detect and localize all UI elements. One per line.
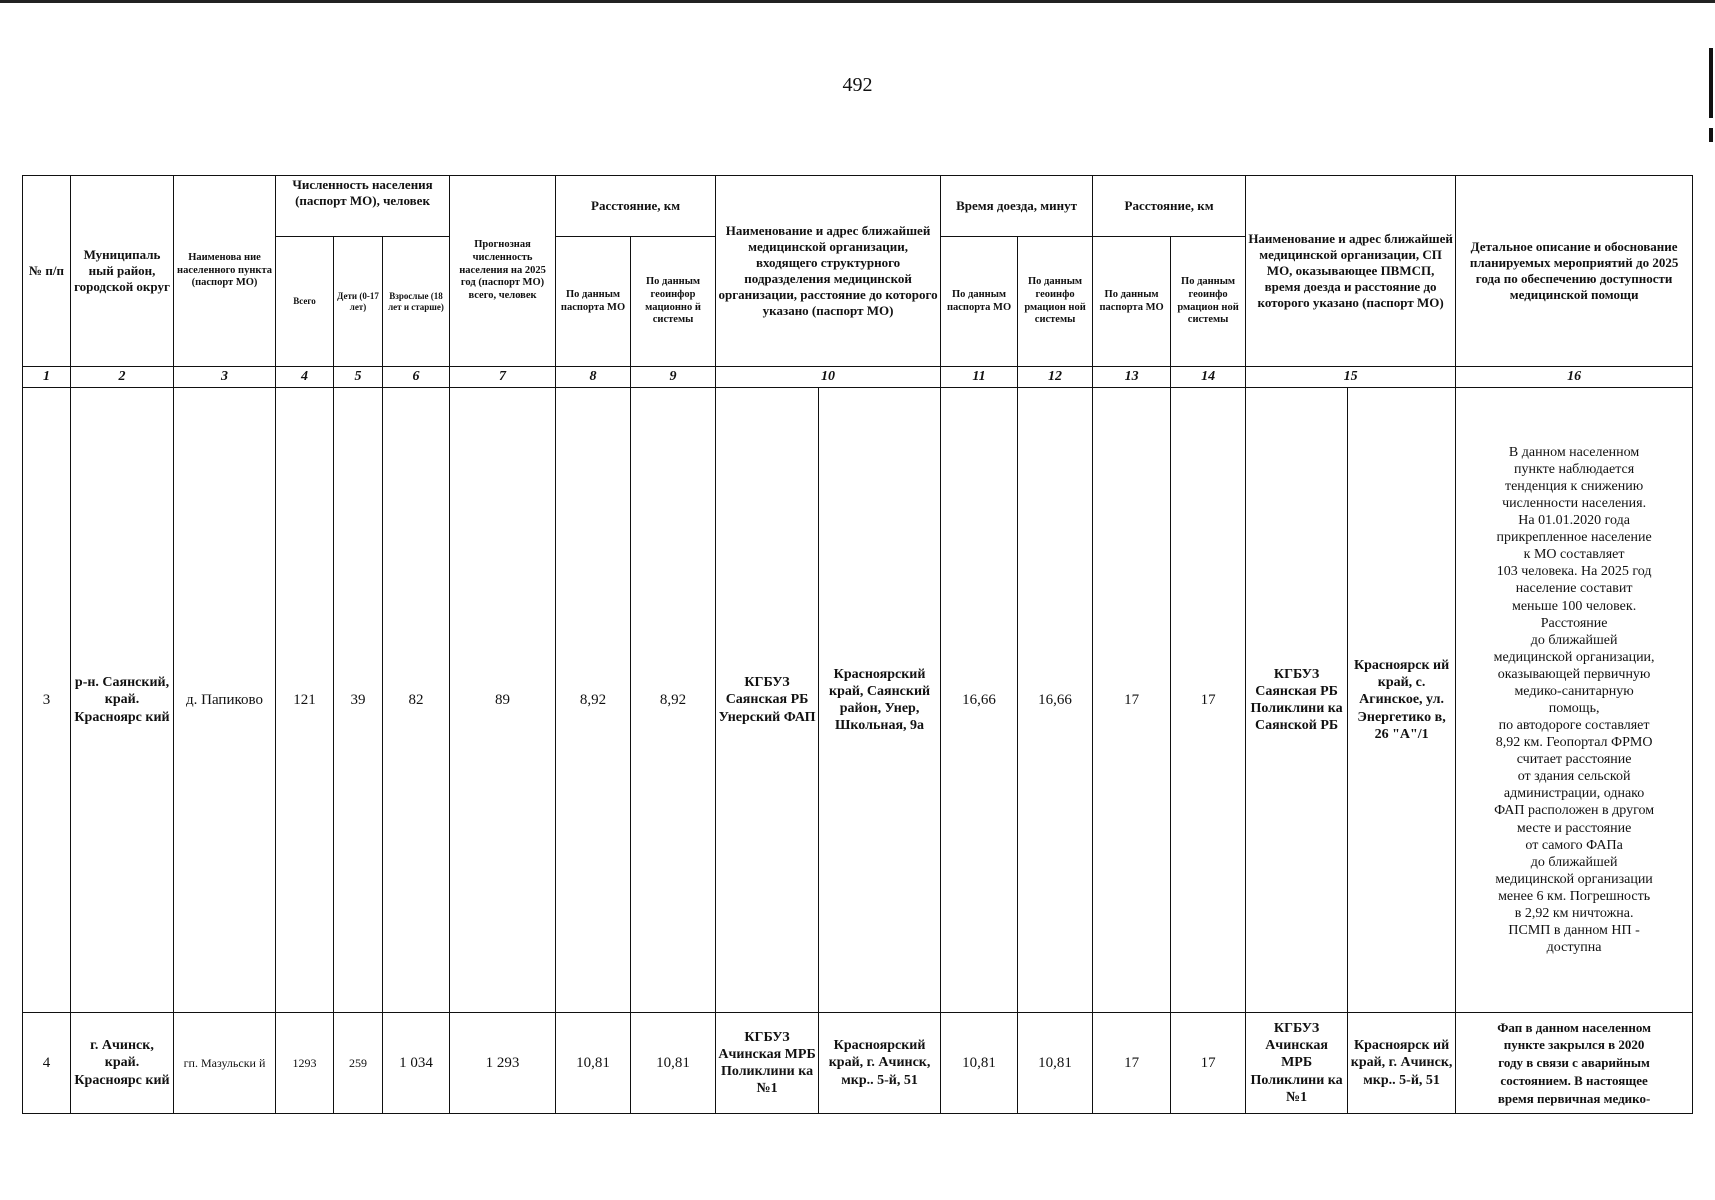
header-cell-dist-gis: По данным геоинфор мационно й системы	[631, 237, 716, 367]
description-line: 103 человека. На 2025 год	[1496, 564, 1652, 580]
header-cell-total: Всего	[276, 237, 334, 367]
description-line: ФАП расположен в другом	[1494, 803, 1655, 819]
distance-gis-cell: 8,92	[631, 388, 716, 1013]
nearest-org-address-cell: Красноярский край, Саянский район, Унер, Школьная, 9а	[819, 388, 941, 1013]
population-adults-cell: 82	[383, 388, 450, 1013]
column-number-row	[23, 367, 1693, 388]
header-cell-children: Дети (0-17 лет)	[334, 237, 383, 367]
district-cell: г. Ачинск, край. Красноярс кий	[71, 1013, 174, 1114]
header-cell-forecast: Прогнозная численность населения на 2025 год (паспорт МО) всего, человек	[450, 176, 556, 367]
description-line: в 2,92 км ничтожна.	[1514, 905, 1634, 921]
description-line: медицинской организации,	[1493, 649, 1655, 665]
distance2-gis-cell: 17	[1171, 1013, 1246, 1114]
column-number: 2	[71, 367, 174, 388]
column-number: 3	[174, 367, 276, 388]
distance-passport-cell: 10,81	[556, 1013, 631, 1114]
pvmsp-org-name-cell: КГБУЗ Саянская РБ Поликлини ка Саянской РБ	[1246, 388, 1348, 1013]
header-cell-time-passport: По данным паспорта МО	[941, 237, 1018, 367]
nearest-org-address-cell: Красноярский край, г. Ачинск, мкр.. 5-й, 51	[819, 1013, 941, 1114]
description-line: Фап в данном населенном	[1497, 1019, 1651, 1035]
description-line: администрации, однако	[1503, 786, 1645, 802]
nearest-org-name-cell: КГБУЗ Саянская РБ Унерский ФАП	[716, 388, 819, 1013]
page-top-border	[0, 0, 1715, 3]
description-line: 8,92 км. Геопортал ФРМО	[1495, 735, 1653, 751]
description-line: до ближайшей	[1530, 854, 1618, 870]
population-total-cell: 1293	[276, 1013, 334, 1114]
distance-gis-cell: 10,81	[631, 1013, 716, 1114]
row-num-cell: 3	[23, 388, 71, 1013]
description-line: доступна	[1546, 940, 1602, 956]
description-cell	[1456, 1013, 1693, 1114]
description-line: от самого ФАПа	[1525, 837, 1623, 853]
district-cell: р-н. Саянский, край. Красноярс кий	[71, 388, 174, 1013]
description-line: по автодороге составляет	[1498, 718, 1650, 734]
nearest-org-name-cell: КГБУЗ Ачинская МРБ Поликлини ка №1	[716, 1013, 819, 1114]
header-cell-nearest-org: Наименование и адрес ближайшей медицинской организации, входящего структурного подразделения медицинской организации, расстояние до которого указано (паспорт МО)	[716, 176, 941, 367]
row-num-cell: 4	[23, 1013, 71, 1114]
description-line: считает расстояние	[1516, 752, 1632, 768]
description-line: состоянием. В настоящее	[1500, 1072, 1648, 1088]
header-group-travel-time: Время доезда, минут	[941, 176, 1093, 237]
column-number: 7	[450, 367, 556, 388]
description-line: В данном населенном	[1508, 444, 1640, 460]
column-number: 5	[334, 367, 383, 388]
forecast-population-cell: 1 293	[450, 1013, 556, 1114]
column-number: 4	[276, 367, 334, 388]
description-line: население составит	[1515, 581, 1633, 597]
travel-time-gis-cell: 10,81	[1018, 1013, 1093, 1114]
description-line: медико-санитарную	[1514, 683, 1634, 699]
header-cell-time-gis: По данным геоинфо рмацион ной системы	[1018, 237, 1093, 367]
pvmsp-org-name-cell: КГБУЗ Ачинская МРБ Поликлини ка №1	[1246, 1013, 1348, 1114]
column-number: 6	[383, 367, 450, 388]
header-cell-num: № п/п	[23, 176, 71, 367]
description-line: месте и расстояние	[1516, 820, 1632, 836]
column-number: 9	[631, 367, 716, 388]
settlement-cell: д. Папиково	[174, 388, 276, 1013]
pvmsp-org-address-cell: Красноярск ий край, с. Агинское, ул. Энергетико в, 26 "А"/1	[1348, 388, 1456, 1013]
header-cell-description: Детальное описание и обоснование планируемых мероприятий до 2025 года по обеспечению доступности медицинской помощи	[1456, 176, 1693, 367]
header-cell-dist-passport: По данным паспорта МО	[556, 237, 631, 367]
description-line: году в связи с аварийным	[1498, 1055, 1650, 1071]
column-number: 15	[1246, 367, 1456, 388]
header-cell-pvmsp-org: Наименование и адрес ближайшей медицинской организации, СП МО, оказывающее ПВМСП, время доезда и расстояние до которого указано (паспорт МО)	[1246, 176, 1456, 367]
description-line: оказывающей первичную	[1497, 666, 1651, 682]
description-line: время первичная медико-	[1497, 1090, 1651, 1106]
description-line: пункте закрылся в 2020	[1503, 1037, 1645, 1053]
distance2-passport-cell: 17	[1093, 1013, 1171, 1114]
header-cell-dist2-passport: По данным паспорта МО	[1093, 237, 1171, 367]
column-number: 13	[1093, 367, 1171, 388]
header-cell-dist2-gis: По данным геоинфо рмацион ной системы	[1171, 237, 1246, 367]
header-cell-adults: Взрослые (18 лет и старше)	[383, 237, 450, 367]
column-number: 1	[23, 367, 71, 388]
description-line: помощь,	[1548, 701, 1600, 716]
description-line: Расстояние	[1540, 615, 1608, 631]
description-cell	[1456, 388, 1693, 1013]
description-line: до ближайшей	[1530, 632, 1618, 648]
travel-time-gis-cell: 16,66	[1018, 388, 1093, 1013]
column-number: 10	[716, 367, 941, 388]
description-line: тенденция к снижению	[1504, 478, 1644, 494]
header-group-population: Численность населения (паспорт МО), человек	[276, 176, 450, 237]
description-line: к МО составляет	[1523, 547, 1625, 563]
column-number: 16	[1456, 367, 1693, 388]
settlements-table	[22, 175, 1693, 1114]
column-number: 12	[1018, 367, 1093, 388]
population-children-cell: 39	[334, 388, 383, 1013]
header-row-1	[23, 176, 1693, 237]
description-line: численности населения.	[1502, 496, 1647, 512]
description-line: от здания сельской	[1517, 769, 1631, 785]
description-line: пункте наблюдается	[1514, 461, 1635, 477]
column-number: 14	[1171, 367, 1246, 388]
table-row	[23, 388, 1693, 1013]
population-adults-cell: 1 034	[383, 1013, 450, 1114]
description-line: меньше 100 человек.	[1511, 598, 1637, 614]
header-cell-settlement: Наименова ние населенного пункта (паспорт МО)	[174, 176, 276, 367]
pvmsp-org-address-cell: Красноярск ий край, г. Ачинск, мкр.. 5-й, 51	[1348, 1013, 1456, 1114]
forecast-population-cell: 89	[450, 388, 556, 1013]
header-group-distance: Расстояние, км	[556, 176, 716, 237]
distance2-passport-cell: 17	[1093, 388, 1171, 1013]
travel-time-passport-cell: 16,66	[941, 388, 1018, 1013]
description-line: На 01.01.2020 года	[1518, 513, 1630, 529]
description-line: менее 6 км. Погрешность	[1498, 888, 1651, 904]
distance2-gis-cell: 17	[1171, 388, 1246, 1013]
population-children-cell: 259	[334, 1013, 383, 1114]
description-line: медицинской организации	[1495, 871, 1653, 887]
header-group-distance-2: Расстояние, км	[1093, 176, 1246, 237]
travel-time-passport-cell: 10,81	[941, 1013, 1018, 1114]
distance-passport-cell: 8,92	[556, 388, 631, 1013]
population-total-cell: 121	[276, 388, 334, 1013]
scan-edge-mark	[1709, 128, 1713, 142]
header-cell-district: Муниципаль ный район, городской округ	[71, 176, 174, 367]
column-number: 11	[941, 367, 1018, 388]
column-number: 8	[556, 367, 631, 388]
description-line: ПСМП в данном НП -	[1508, 923, 1640, 939]
description-line: прикрепленное население	[1496, 530, 1652, 546]
table-row	[23, 1013, 1693, 1114]
settlement-cell: гп. Мазульски й	[174, 1013, 276, 1114]
page-number: 492	[842, 74, 873, 96]
